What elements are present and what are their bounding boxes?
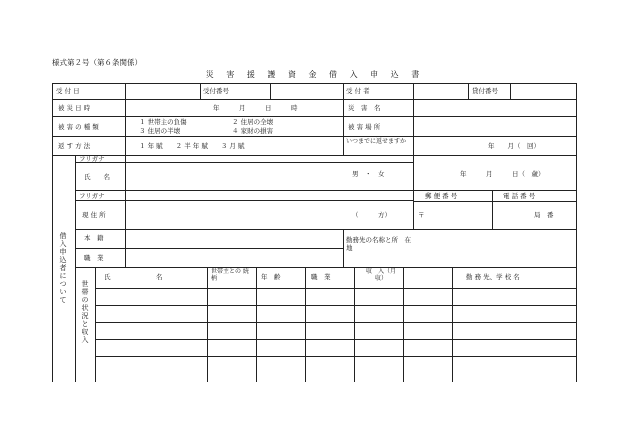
area-code-label: 局 番 [534, 211, 554, 219]
postal-mark: 〒 [418, 211, 425, 219]
col-workplace-school: 勤 務 先、学 校 名 [466, 273, 520, 281]
damage-place-label: 被 害 場 所 [348, 123, 381, 131]
birth-date-units: 年 月 日（ 歳） [460, 170, 545, 178]
occupation-label: 職 業 [84, 254, 104, 262]
postal-code-label: 郵 便 番 号 [425, 192, 458, 200]
receiver-label: 受 付 者 [346, 87, 370, 95]
care-of-label: （ 方） [352, 211, 391, 219]
repay-until-units: 年 月（ 回） [488, 142, 540, 150]
col-name: 氏 名 [104, 273, 163, 281]
repay-until-label: いつまでに返せますか [346, 138, 407, 145]
damage-option-1: １ 世帯主の負傷 [139, 118, 187, 126]
gender-options: 男 ・ 女 [352, 170, 385, 178]
damage-option-3: ３ 住居の半壊 [139, 127, 181, 135]
applicant-side-label: 借入申込者について [59, 232, 67, 304]
form-title: 災 害 援 護 資 金 借 入 申 込 書 [205, 70, 425, 79]
damage-option-4: ４ 家財の損害 [232, 127, 274, 135]
repayment-methods: １ 年 賦 ２ 半 年 賦 ３ 月 賦 [139, 142, 245, 150]
disaster-datetime-units: 年 月 日 時 [213, 104, 298, 112]
furigana-1-label: フリガナ [79, 155, 105, 163]
phone-number-label: 電 話 番 号 [503, 192, 536, 200]
repayment-method-label: 返 す 方 法 [58, 142, 91, 150]
damage-type-label: 被 害 の 種 類 [58, 123, 99, 131]
registered-domicile-label: 本 籍 [84, 234, 104, 242]
disaster-name-label: 災 害 名 [348, 104, 381, 112]
col-income: 収 入（月 収） [365, 268, 396, 282]
col-occupation: 職 業 [311, 273, 331, 281]
loan-number-label: 貸付番号 [472, 87, 498, 95]
col-relation: 世帯主との 続 柄 [211, 268, 249, 282]
household-side-label: 世帯の状況と収入 [81, 280, 89, 344]
disaster-datetime-label: 被 災 日 時 [58, 104, 91, 112]
furigana-2-label: フリガナ [79, 192, 105, 200]
current-address-label: 現 住 所 [82, 211, 106, 219]
reception-number-label: 受付番号 [203, 87, 229, 95]
damage-option-2: ２ 住居の全壊 [232, 118, 274, 126]
name-label: 氏 名 [84, 173, 110, 181]
workplace-label: 勤務先の名称と所 在 地 [346, 236, 418, 252]
reception-date-label: 受 付 日 [56, 87, 80, 95]
col-age: 年 齢 [261, 273, 281, 281]
form-number-label: 様式第２号（第６条関係） [52, 58, 142, 67]
